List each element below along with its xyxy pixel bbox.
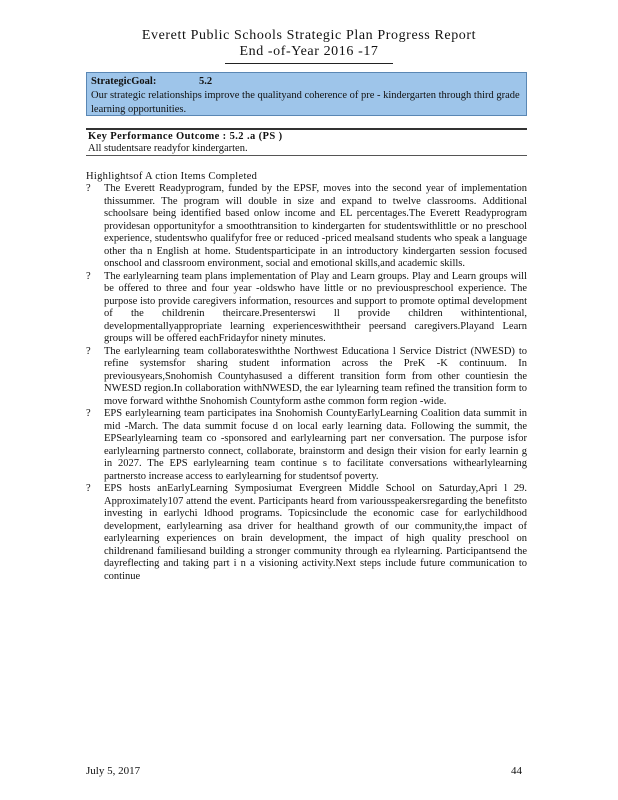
list-item-text: EPS hosts anEarlyLearning Symposiumat Evergreen Middle School on Saturday,Apri l 29. Approximately107 attend the event. Participants heard from variousspeakersregarding the benefitsto investing in earlychi ldhood programs. Topicsinclude the economic case for earlychildhood development, earlylearning asa driver for healthand growth of our community,the impact of earlylearning experiences on brain development, the impact of high quality preschool on childrenand familiesand building a stronger community through ea rlylearning. Participantsend the dayreflecting and taking part i n a visioning activity.Next steps include future communication to continue xyxy=(104,483,527,582)
list-item-text: The Everett Readyprogram, funded by the EPSF, moves into the second year of implementation thissummer. The program will double in size and expand to twelve classrooms. Additional schoolsare being identified based onlow income and EL percentages.The Everett Readyprogram providesan opportunityfor a smoothtransition to kindergarten for studentswithlittle or no preschool experience, studentswho qualifyfor free or reduced -priced mealsand students who speak a language other tha n English at home. Studentsparticipate in an introductory kindergarten session focused onschool and classroom environment, social and emotional skills,and academic skills. xyxy=(104,183,527,269)
list-item-text: EPS earlylearning team participates ina Snohomish CountyEarlyLearning Coalition data summit in mid -March. The data summit focuse d on local early learning data. Following the summit, the EPSearlylearning team co -sponsored and earlylearning part ner conversation. The purpose isfor earlylearning partnersto connect, collaborate, brainstorm and design their vision for early learnin g in 2027. The EPS earlylearning team continue s to facilitate conversations withearlylearning partnersto increase access to earlylearning for studentsof poverty. xyxy=(104,408,527,482)
list-item xyxy=(86,483,527,583)
kpo-label: Key Performance Outcome : 5.2 .a (PS ) xyxy=(88,131,283,142)
report-subtitle: End -of-Year 2016 -17 xyxy=(239,44,379,59)
report-title: Everett Public Schools Strategic Plan Progress Report xyxy=(141,28,477,43)
bullet-icon: ? xyxy=(86,345,91,357)
highlights-heading: Highlightsof A ction Items Completed xyxy=(86,171,258,182)
page-number: 44 xyxy=(511,765,522,777)
strategic-goal-label: StrategicGoal: xyxy=(91,76,157,87)
bullet-icon: ? xyxy=(86,270,91,282)
list-item xyxy=(86,346,527,409)
strategic-goal-number: 5.2 xyxy=(198,76,213,87)
footer-date: July 5, 2017 xyxy=(86,765,141,777)
highlights-section xyxy=(86,171,527,583)
kpo-text: All studentsare readyfor kindergarten. xyxy=(88,143,248,154)
key-performance-outcome-box xyxy=(86,128,527,156)
list-item xyxy=(86,183,527,271)
bullet-icon: ? xyxy=(86,408,91,419)
strategic-goal-text: Our strategic relationships improve the qualityand coherence of pre - kindergarten through third grade learning opportunities. xyxy=(91,90,520,115)
strategic-goal-box xyxy=(86,72,527,116)
list-item-text: The earlylearning team plans implementation of Play and Learn groups. Play and Learn groups will be offered to three and four year -oldswho have little or no previouspreschool experience. The purpose isto provide caregivers information, resources and support to promote optimal development of the childrenin theircare.Presenterswi ll provide children withintentional, developmentallyappropriate learning experienceswiththeir peersand caregivers.Playand Learn groups will be offered eachFridayfor ninety minutes. xyxy=(104,270,527,344)
list-item xyxy=(86,408,527,483)
title-divider xyxy=(225,63,393,64)
bullet-icon: ? xyxy=(86,183,91,194)
list-item-text: The earlylearning team collaborateswiththe Northwest Educationa l Service District (NWESD) to refine systemsfor sharing student information across the PreK -K continuum. In previousyears,Snohomish Countyhasused a different transition form from other countiesin the NWESD region.In collaboration withNWESD, the ear lylearning team refined the transition form to move forward withthe Snohomish Countyform asthe common form region -wide. xyxy=(104,345,527,407)
highlights-list xyxy=(86,183,527,583)
list-item xyxy=(86,271,527,346)
bullet-icon: ? xyxy=(86,483,91,494)
